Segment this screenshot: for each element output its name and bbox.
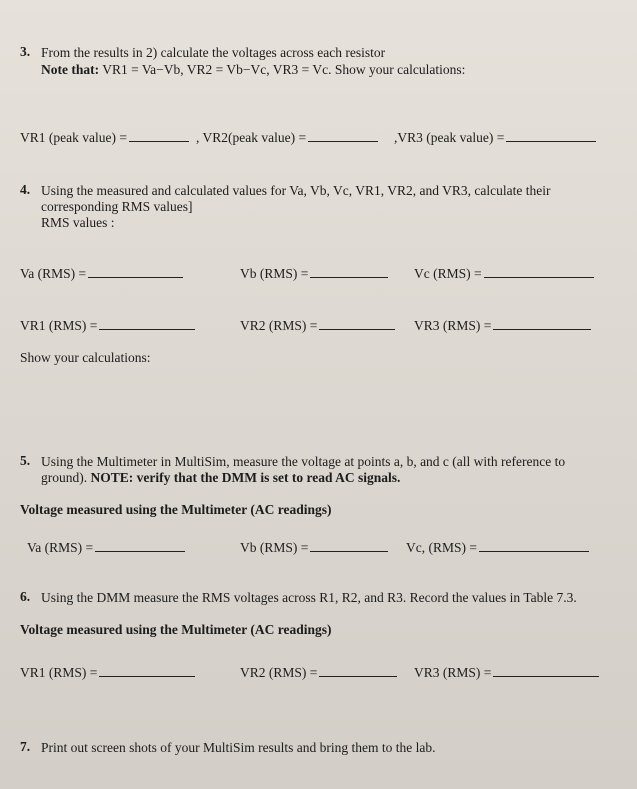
q4-label-vb: Vb (RMS) = <box>240 266 309 281</box>
q5-note: NOTE: verify that the DMM is set to read AC signals. <box>90 470 401 485</box>
q5-line2-a: ground). <box>41 470 88 485</box>
q4-blank-vr3[interactable] <box>493 318 591 330</box>
q4-line1: Using the measured and calculated values for Va, Vb, Vc, VR1, VR2, and VR3, calculate their <box>41 183 551 198</box>
q4-line3: RMS values : <box>41 215 115 230</box>
q5-field-vc <box>406 540 591 556</box>
q5-field-va <box>27 540 187 556</box>
q6-field-vr2 <box>240 665 399 681</box>
q6-heading: Voltage measured using the Multimeter (AC readings) <box>20 622 332 637</box>
q4-blank-vr1[interactable] <box>99 318 195 330</box>
q3-field-vr2-peak <box>196 130 380 146</box>
q6-label-vr2: VR2 (RMS) = <box>240 665 318 680</box>
q4-field-vr1 <box>20 318 197 334</box>
q4-field-vb <box>240 266 390 282</box>
q6-blank-vr1[interactable] <box>99 665 195 677</box>
q3-field-vr3-peak <box>394 130 598 146</box>
q5-number: 5. <box>20 453 31 468</box>
q4-label-vr2: VR2 (RMS) = <box>240 318 318 333</box>
q5-label-vb: Vb (RMS) = <box>240 540 309 555</box>
q6-blank-vr2[interactable] <box>319 665 397 677</box>
q5-blank-vb[interactable] <box>310 540 388 552</box>
q5-line2 <box>41 470 400 486</box>
q4-field-vr2 <box>240 318 397 334</box>
q4-blank-vr2[interactable] <box>319 318 395 330</box>
q5-heading: Voltage measured using the Multimeter (AC readings) <box>20 502 332 517</box>
q4-blank-va[interactable] <box>88 266 183 278</box>
q4-blank-vc[interactable] <box>484 266 594 278</box>
q4-label-vr1: VR1 (RMS) = <box>20 318 98 333</box>
q5-label-va: Va (RMS) = <box>27 540 94 555</box>
q3-note-tail: Show your calculations: <box>334 62 466 77</box>
q5-label-vc: Vc, (RMS) = <box>406 540 477 555</box>
q4-blank-vb[interactable] <box>310 266 388 278</box>
q5-field-vb <box>240 540 390 556</box>
q4-line2: corresponding RMS values] <box>41 199 193 214</box>
q3-blank-vr1[interactable] <box>129 130 189 142</box>
q4-label-vr3: VR3 (RMS) = <box>414 318 492 333</box>
q4-number: 4. <box>20 182 31 197</box>
q4-field-va <box>20 266 185 282</box>
q6-number: 6. <box>20 589 31 604</box>
q3-blank-vr2[interactable] <box>308 130 378 142</box>
q6-field-vr1 <box>20 665 197 681</box>
q3-label-vr2: , VR2(peak value) = <box>196 130 307 145</box>
q3-field-vr1-peak <box>20 130 191 146</box>
q3-note <box>41 62 465 78</box>
q6-field-vr3 <box>414 665 601 681</box>
q4-show-calculations: Show your calculations: <box>20 350 151 365</box>
q5-blank-va[interactable] <box>95 540 185 552</box>
q4-field-vr3 <box>414 318 593 334</box>
q3-label-vr1: VR1 (peak value) = <box>20 130 127 145</box>
q3-label-vr3: ,VR3 (peak value) = <box>394 130 505 145</box>
q7-number: 7. <box>20 739 31 754</box>
q5-blank-vc[interactable] <box>479 540 589 552</box>
q3-blank-vr3[interactable] <box>506 130 596 142</box>
q4-label-va: Va (RMS) = <box>20 266 87 281</box>
q7-text: Print out screen shots of your MultiSim results and bring them to the lab. <box>41 740 436 755</box>
q6-blank-vr3[interactable] <box>493 665 599 677</box>
q6-label-vr1: VR1 (RMS) = <box>20 665 98 680</box>
q6-label-vr3: VR3 (RMS) = <box>414 665 492 680</box>
q3-note-label: Note that: <box>41 62 100 77</box>
q4-field-vc <box>414 266 596 282</box>
q5-line1: Using the Multimeter in MultiSim, measure the voltage at points a, b, and c (all with reference to <box>41 454 566 469</box>
q3-note-formula: VR1 = Va−Vb, VR2 = Vb−Vc, VR3 = Vc. <box>102 62 332 77</box>
q6-line1: Using the DMM measure the RMS voltages across R1, R2, and R3. Record the values in Table 7.3. <box>41 590 577 605</box>
q3-number: 3. <box>20 44 31 59</box>
q4-label-vc: Vc (RMS) = <box>414 266 482 281</box>
q3-text: From the results in 2) calculate the voltages across each resistor <box>41 45 386 60</box>
